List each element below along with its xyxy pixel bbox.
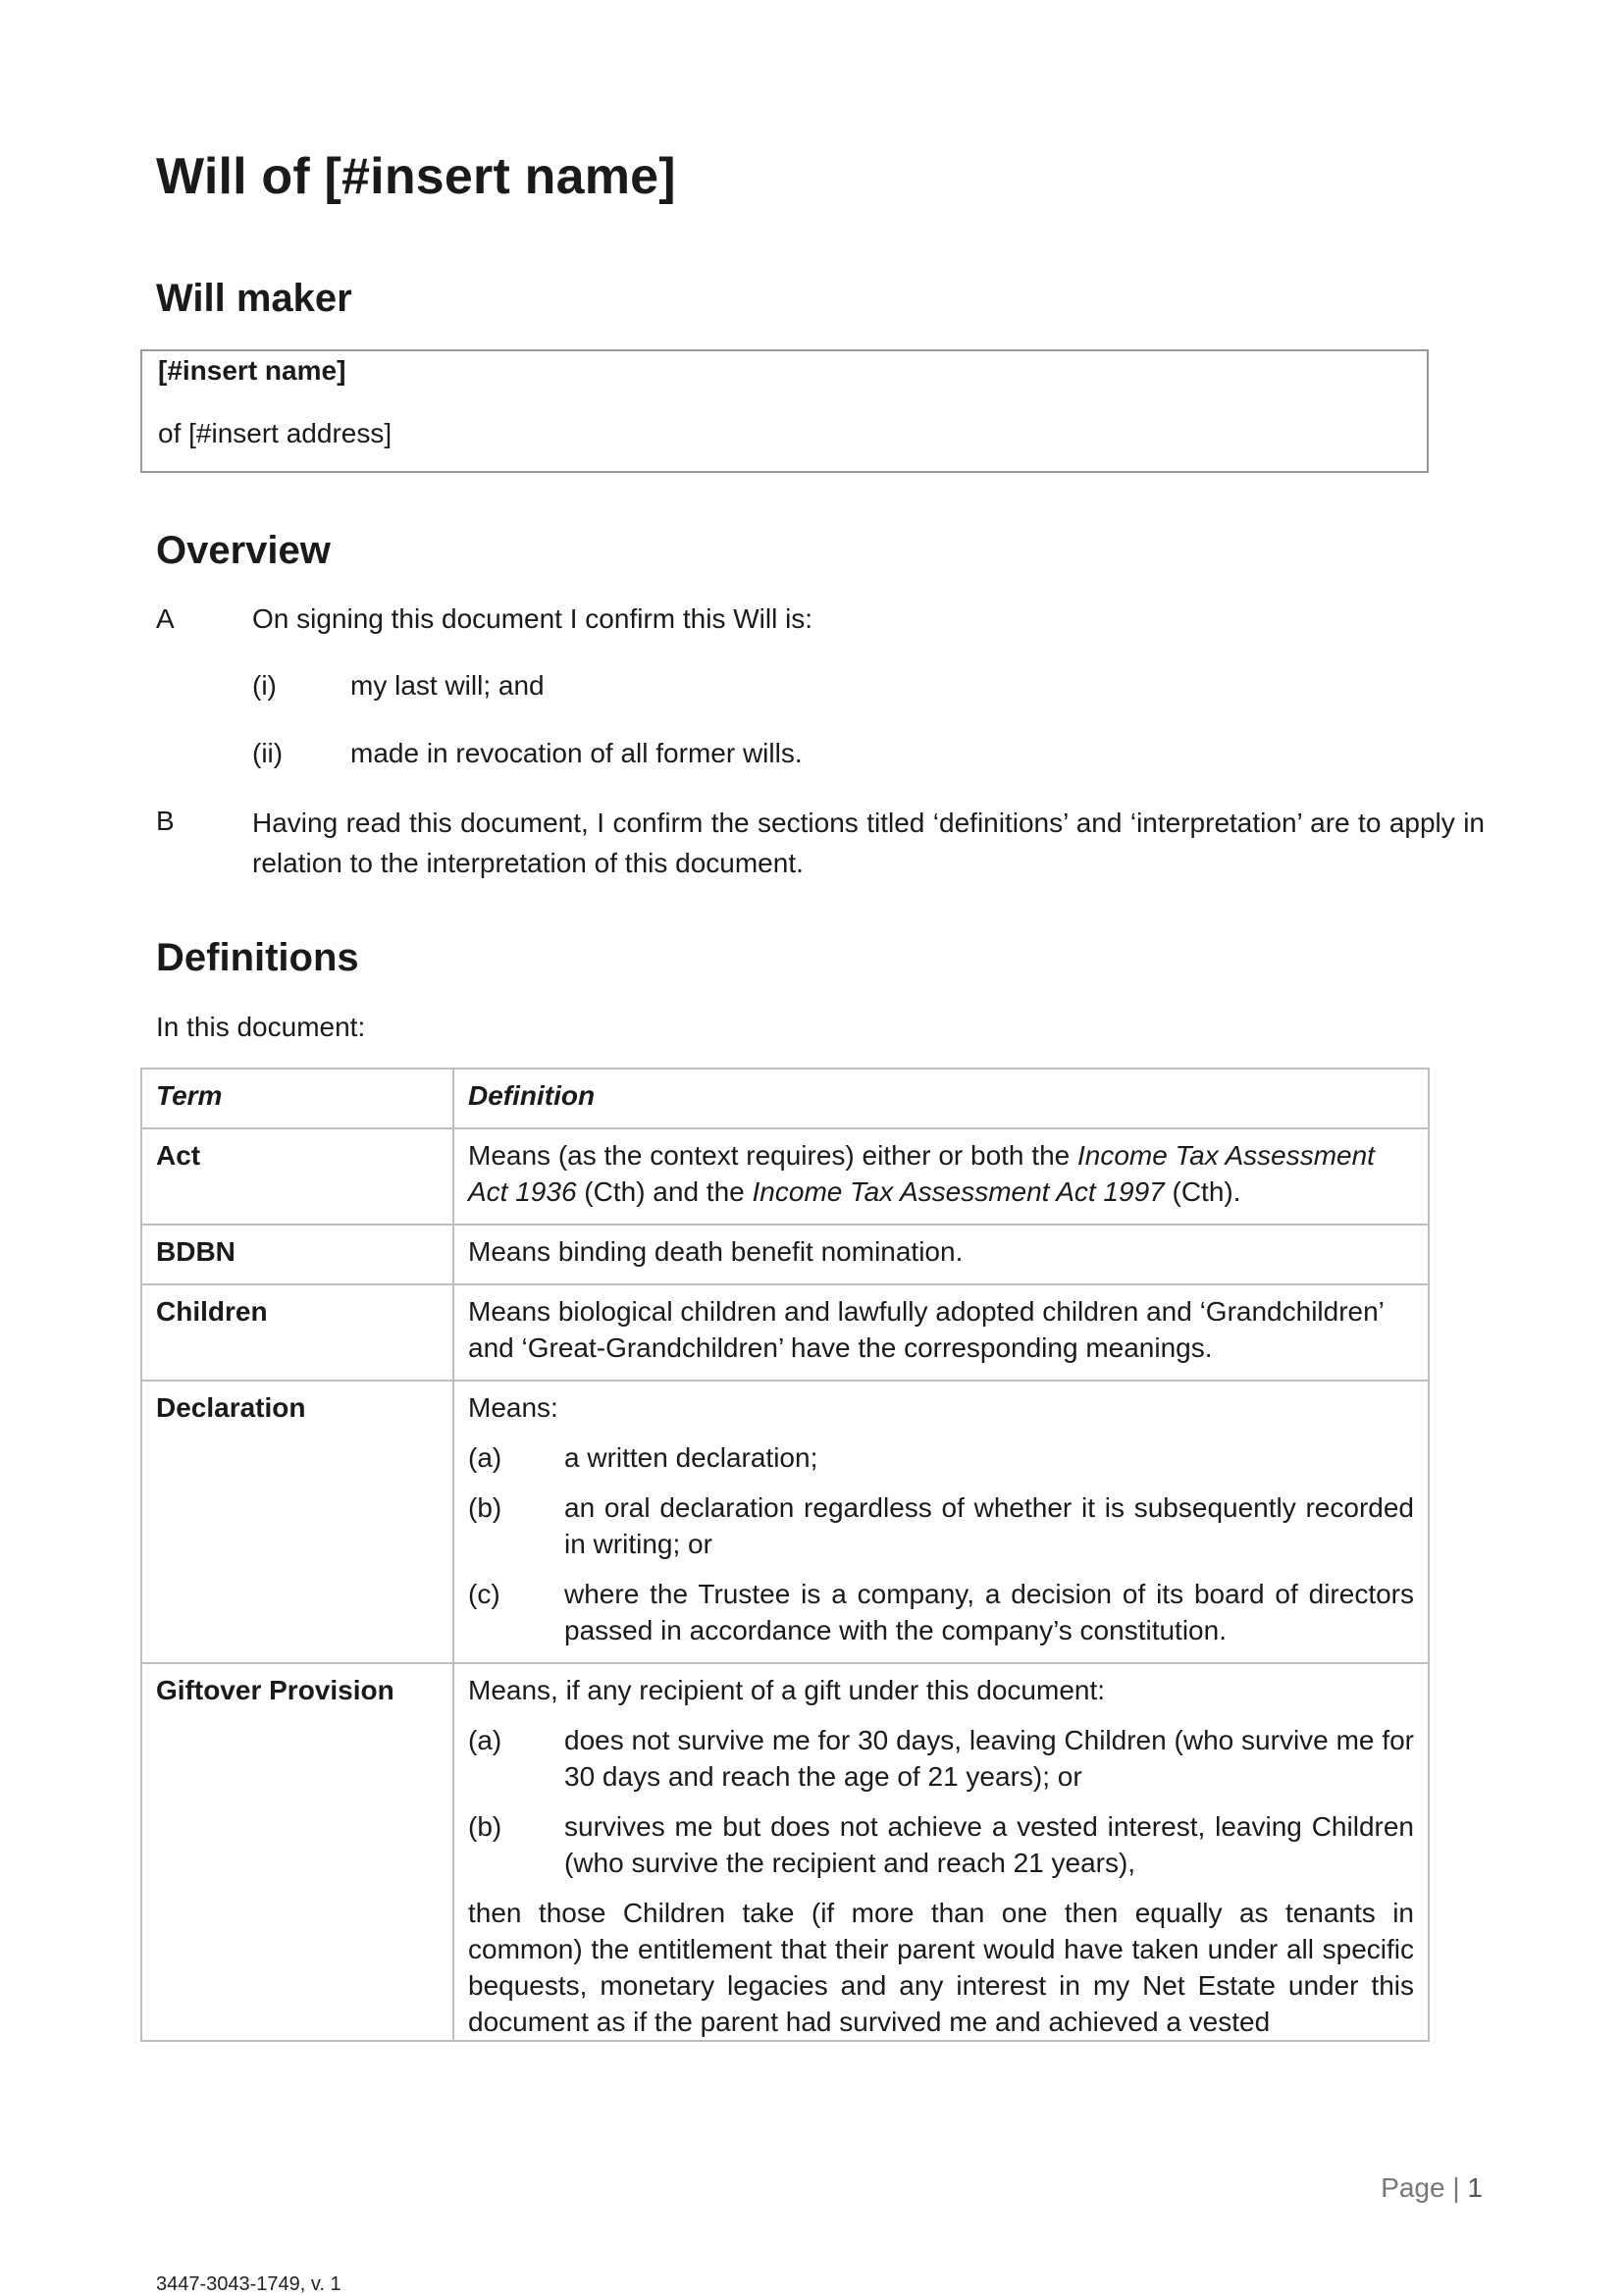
sub-item-label: (a) xyxy=(468,1442,502,1473)
page-number xyxy=(1381,2172,1483,2204)
term-cell: Act xyxy=(141,1128,453,1225)
sub-item-text: survives me but does not achieve a vested interest, leaving Children (who survive the recipient and reach 21 years), xyxy=(564,1811,1414,1878)
will-maker-name: [#insert name] xyxy=(158,355,346,386)
clause-a-label: A xyxy=(156,603,175,634)
table-row xyxy=(141,1663,1429,2041)
act-title: Income Tax Assessment Act 1936 xyxy=(468,1140,1375,1207)
table-row xyxy=(141,1284,1429,1381)
table-row xyxy=(141,1381,1429,1663)
definition-cell: Means binding death benefit nomination. xyxy=(453,1225,1429,1284)
table-header-row xyxy=(141,1069,1429,1128)
will-maker-heading: Will maker xyxy=(156,277,352,320)
term-column-header: Term xyxy=(141,1069,453,1128)
sub-item-text: does not survive me for 30 days, leaving Children (who survive me for 30 days and reach the age of 21 years); or xyxy=(564,1725,1414,1792)
definition-sub-item xyxy=(468,1489,1414,1562)
overview-heading: Overview xyxy=(156,529,331,572)
definition-sub-item xyxy=(468,1808,1414,1881)
definitions-table xyxy=(140,1068,1430,2042)
definition-sub-item xyxy=(468,1722,1414,1795)
clause-b-text: Having read this document, I confirm the sections titled ‘definitions’ and ‘interpretation’ are to apply in relation to the interpretation of this document. xyxy=(252,808,1485,878)
definition-cell xyxy=(453,1128,1429,1225)
clause-a-item-text: made in revocation of all former wills. xyxy=(350,738,803,768)
sub-item-label: (b) xyxy=(468,1811,502,1842)
clause-b-label: B xyxy=(156,806,175,836)
definition-text: Means (as the context requires) either or both the xyxy=(468,1140,1077,1171)
clause-a-item-text: my last will; and xyxy=(350,670,545,701)
definition-intro: Means: xyxy=(468,1392,558,1423)
sub-item-text: a written declaration; xyxy=(564,1442,818,1473)
clause-a-text: On signing this document I confirm this Will is: xyxy=(252,603,813,634)
table-row xyxy=(141,1225,1429,1284)
sub-item-text: where the Trustee is a company, a decision of its board of directors passed in accordance with the company’s constitution. xyxy=(564,1579,1414,1645)
definition-cell xyxy=(453,1663,1429,2041)
definition-cell xyxy=(453,1381,1429,1663)
document-title: Will of [#insert name] xyxy=(156,148,676,205)
definition-text: (Cth). xyxy=(1164,1176,1241,1207)
definition-text: (Cth) and the xyxy=(576,1176,753,1207)
definition-cell: Means biological children and lawfully adopted children and ‘Grandchildren’ and ‘Great-Grandchildren’ have the corresponding meanings. xyxy=(453,1284,1429,1381)
act-title: Income Tax Assessment Act 1997 xyxy=(752,1176,1165,1207)
definition-sub-item xyxy=(468,1576,1414,1648)
page-label: Page | xyxy=(1381,2172,1460,2203)
definition-sub-item xyxy=(468,1439,1414,1476)
definition-intro: Means, if any recipient of a gift under this document: xyxy=(468,1675,1106,1705)
sub-item-label: (b) xyxy=(468,1492,502,1523)
sub-item-text: an oral declaration regardless of whether it is subsequently recorded in writing; or xyxy=(564,1492,1414,1559)
will-maker-address: of [#insert address] xyxy=(158,418,393,448)
term-cell: Giftover Provision xyxy=(141,1663,453,2041)
definitions-intro: In this document: xyxy=(156,1012,366,1042)
definitions-heading: Definitions xyxy=(156,936,359,979)
definition-column-header: Definition xyxy=(453,1069,1429,1128)
clause-a-item-label: (ii) xyxy=(252,738,284,768)
sub-item-label: (c) xyxy=(468,1579,500,1609)
clause-a-item-label: (i) xyxy=(252,670,277,701)
sub-item-label: (a) xyxy=(468,1725,502,1755)
term-cell: BDBN xyxy=(141,1225,453,1284)
term-cell: Declaration xyxy=(141,1381,453,1663)
will-maker-box xyxy=(140,349,1429,473)
table-row xyxy=(141,1128,1429,1225)
document-reference: 3447-3043-1749, v. 1 xyxy=(156,2273,341,2295)
definition-continuation: then those Children take (if more than one then equally as tenants in common) the entitlement that their parent would have taken under all specific bequests, monetary legacies and any interest in my Net Estate under this document as if the parent had survived me and achieved a vested xyxy=(468,1898,1414,2037)
term-cell: Children xyxy=(141,1284,453,1381)
page-number-value: 1 xyxy=(1467,2172,1483,2203)
